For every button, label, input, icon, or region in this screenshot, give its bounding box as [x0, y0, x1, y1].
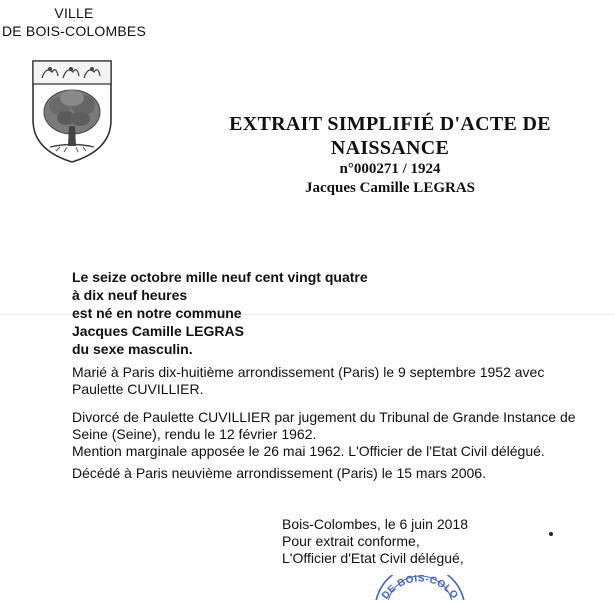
- divorce-mention: [72, 409, 597, 460]
- stamp-text: DE BOIS-COLO: [379, 575, 460, 600]
- signature-block: [282, 516, 468, 567]
- svg-text:DE BOIS-COLO: [380, 575, 460, 600]
- town-line-2: DE BOIS-COLOMBES: [1, 23, 146, 39]
- person-name: Jacques Camille LEGRAS: [304, 180, 475, 196]
- record-line: à dix neuf heures: [72, 287, 188, 303]
- divorce-text: Divorcé de Paulette CUVILLIER par jugement du Tribunal de Grande Instance de Seine (Seine), rendu le 12 février 1962.: [72, 409, 576, 442]
- record-line: est né en notre commune: [72, 305, 242, 321]
- coat-of-arms-icon: [30, 58, 114, 164]
- birth-record: [72, 268, 368, 358]
- document-title: EXTRAIT SIMPLIFIÉ D'ACTE DE NAISSANCE: [229, 113, 551, 159]
- death-mention: Décédé à Paris neuvième arrondissement (Paris) le 15 mars 2006.: [72, 465, 486, 481]
- conformity-line: Pour extrait conforme,: [282, 533, 420, 549]
- official-stamp-icon: [370, 575, 470, 600]
- place-date: Bois-Colombes, le 6 juin 2018: [282, 516, 468, 532]
- ink-dot: [549, 532, 553, 536]
- title-block: [170, 112, 610, 198]
- town-line-1: VILLE: [54, 5, 94, 21]
- record-line: Jacques Camille LEGRAS: [72, 323, 244, 339]
- record-line: du sexe masculin.: [72, 341, 193, 357]
- document-number: n°000271 / 1924: [339, 161, 441, 177]
- town-header: [0, 4, 148, 40]
- marriage-mention: Marié à Paris dix-huitième arrondissement (Paris) le 9 septembre 1952 avec Paulette CUVILLIER.: [72, 364, 545, 397]
- record-line: Le seize octobre mille neuf cent vingt quatre: [72, 269, 368, 285]
- marginal-mention: Mention marginale apposée le 26 mai 1962. L'Officier de l'Etat Civil délégué.: [72, 443, 545, 459]
- officer-line: L'Officier d'Etat Civil délégué,: [282, 550, 464, 566]
